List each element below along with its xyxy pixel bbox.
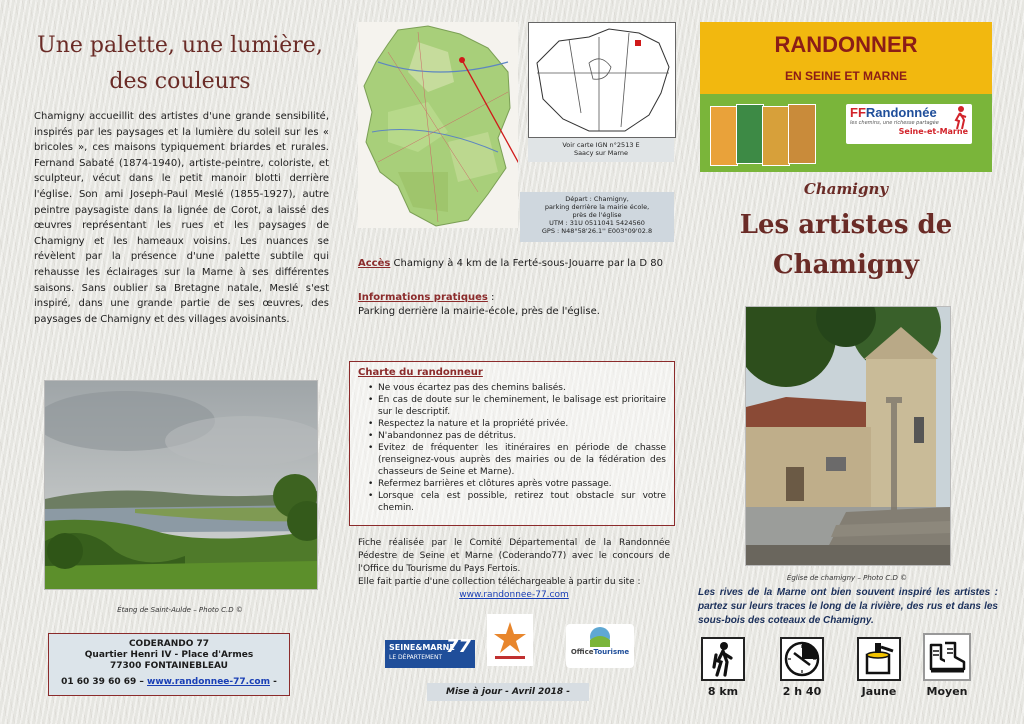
hiker-icon: [705, 641, 741, 677]
clock-icon: [784, 641, 820, 677]
route-title: [700, 205, 992, 285]
guide-book: [736, 104, 764, 164]
access-text: Chamigny à 4 km de la Ferté-sous-Jouarre par la D 80: [390, 258, 663, 269]
region-map-image: [529, 23, 675, 137]
address-website-link[interactable]: www.randonnee-77.com: [147, 677, 270, 687]
address-box: [48, 633, 290, 696]
distance-icon-box: [701, 637, 745, 681]
route-subtitle: Chamigny: [803, 180, 889, 198]
lake-photo-image: [45, 381, 317, 589]
departure-label: [520, 192, 674, 242]
office-tourisme-image: [585, 626, 615, 648]
lake-photo: [44, 380, 318, 590]
office-logo-line1: Office: [570, 648, 594, 656]
office-tourisme-logo: [566, 624, 634, 668]
duration-label: 2 h 40: [782, 685, 822, 698]
region-map: [528, 22, 676, 138]
duration-icon-box: [780, 637, 824, 681]
departure-line5: GPS : N48°58'26.1'' E003°09'02.8: [541, 227, 653, 235]
charter-item: • Lorsque cela est possible, retirez tout obstacle sur votre chemin.: [376, 490, 666, 514]
lake-photo-caption: Étang de Saint-Aulde – Photo C.D ©: [117, 606, 243, 614]
banner-subtitle: EN SEINE ET MARNE: [784, 69, 907, 83]
info-section: [358, 291, 668, 319]
charter-item: • Respectez la nature et la propriété privée.: [376, 418, 666, 430]
ffr-logo-ff: FF: [850, 105, 866, 120]
credits-text2: Elle fait partie d'une collection téléchargeable à partir du site :: [358, 577, 641, 587]
left-title: [30, 28, 330, 100]
route-title-line1: Les artistes de: [739, 210, 953, 240]
ign-label-line2: Saacy sur Marne: [573, 149, 629, 157]
star-logo: [487, 614, 533, 666]
credits-section: [358, 537, 670, 602]
left-title-line1: Une palette, une lumière,: [37, 33, 323, 58]
departure-line3: près de l'église: [572, 211, 622, 219]
guide-book: [710, 106, 738, 166]
update-banner: Mise à jour - Avril 2018 -: [427, 683, 589, 701]
church-photo-caption: Église de chamigny – Photo C.D ©: [786, 574, 908, 582]
departure-line4: UTM : 31U 0511041 5424560: [549, 219, 645, 227]
church-photo-image: [746, 307, 950, 565]
route-title-line2: Chamigny: [772, 250, 920, 280]
charter-item: • En cas de doute sur le cheminement, le balisage est prioritaire sur le descriptif.: [376, 394, 666, 418]
address-suffix: -: [273, 677, 277, 687]
guide-book: [788, 104, 816, 164]
seine-marne-logo-line2: LE DÉPARTEMENT: [389, 654, 443, 661]
ign-label-line1: Voir carte IGN n°2513 E: [562, 141, 640, 149]
charter-item: • Ne vous écartez pas des chemins balisés.: [376, 382, 666, 394]
banner: [700, 22, 992, 172]
ffr-region: Seine-et-Marne: [898, 127, 968, 136]
guide-book: [762, 106, 790, 166]
department-map-image: [358, 22, 518, 228]
ffr-logo-rest: Randonnée: [865, 105, 937, 120]
charter-item: • Evitez de fréquenter les itinéraires en période de chasse (renseignez-vous auprès des mairies ou de la fédération des chasseurs de Seine et Marne).: [376, 442, 666, 478]
paint-pot-icon: [861, 641, 897, 677]
markers-icon-box: [857, 637, 901, 681]
distance-label: 8 km: [707, 685, 739, 698]
seine-marne-logo-77: 77: [445, 636, 471, 657]
credits-text: Fiche réalisée par le Comité Départemental de la Randonnée Pédestre de Seine et Marne (Coderando77) avec le concours de l'Office du Tourisme du Pays Fertois.: [358, 538, 670, 574]
department-map: [358, 22, 518, 228]
address-line2: Quartier Henri IV - Place d'Armes: [84, 650, 254, 660]
address-contact: [49, 677, 289, 688]
address-line1: CODERANDO 77: [128, 639, 210, 649]
boots-icon: [927, 639, 967, 675]
guide-books: [710, 102, 820, 166]
info-colon: :: [487, 292, 495, 303]
credits-website-link[interactable]: www.randonnee-77.com: [459, 590, 569, 600]
markers-label: Jaune: [861, 685, 897, 698]
difficulty-label: Moyen: [926, 685, 968, 698]
ffr-tagline: les chemins, une richesse partagée: [850, 120, 939, 126]
departure-line1: Départ : Chamigny,: [565, 195, 629, 203]
charter-title: Charte du randonneur: [358, 367, 483, 378]
access-heading: Accès: [358, 258, 391, 269]
charter-item: • Refermez barrières et clôtures après votre passage.: [376, 478, 666, 490]
charter-list: [366, 382, 666, 514]
ign-map-label: [528, 138, 674, 162]
left-paragraph: Chamigny accueillit des artistes d'une grande sensibilité, inspirés par les paysages et la lumière du soleil sur les « bricoles », ces maisons typiquement briardes et rurales. Fernand Sabaté (1874-1940), artiste-peintre, coloriste, et sculpteur, vécut dans le petit manoir blotti derrière l'église. Son ami Joseph-Paul Meslé (1855-1927), autre peintre paysagiste dans la lignée de Corot, a laissé des œuvres représentant les rues et les paysages de Chamigny et les hameaux voisins. Les nuances se révèlent par la présence d'une palette subtile qui rehausse les éclairages sur la Marne à ses différentes saisons. Sans oublier sa Bretagne natale, Meslé s'est inspiré, dans une grande partie de ses œuvres, des paysages de Chamigny et des villages avoisinants.: [34, 111, 329, 325]
address-phone: 01 60 39 60 69 –: [61, 677, 144, 687]
address-line3: 77300 FONTAINEBLEAU: [110, 661, 228, 671]
info-heading: Informations pratiques: [358, 292, 488, 303]
route-description: Les rives de la Marne ont bien souvent inspiré les artistes : partez sur leurs traces le long de la rivière, des rus et dans les sous-bois des coteaux de Chamigny.: [698, 587, 998, 626]
charter-box: [349, 361, 675, 526]
banner-title: RANDONNER: [774, 32, 918, 57]
seine-marne-logo: [385, 636, 475, 668]
charter-item: • N'abandonnez pas de détritus.: [376, 430, 666, 442]
star-logo-image: [487, 614, 533, 666]
office-logo-line2: Tourisme: [593, 648, 630, 656]
departure-line2: parking derrière la mairie école,: [544, 203, 650, 211]
seine-marne-logo-line1: SEINE&MARNE: [389, 643, 455, 652]
left-title-line2: des couleurs: [109, 69, 251, 94]
difficulty-icon-box: [923, 633, 971, 681]
church-photo: [745, 306, 951, 566]
info-text: Parking derrière la mairie-école, près de l'église.: [358, 306, 600, 317]
ffr-hiker-icon: [952, 106, 968, 130]
ffrandonnee-logo: [846, 104, 972, 144]
access-section: [358, 257, 668, 270]
